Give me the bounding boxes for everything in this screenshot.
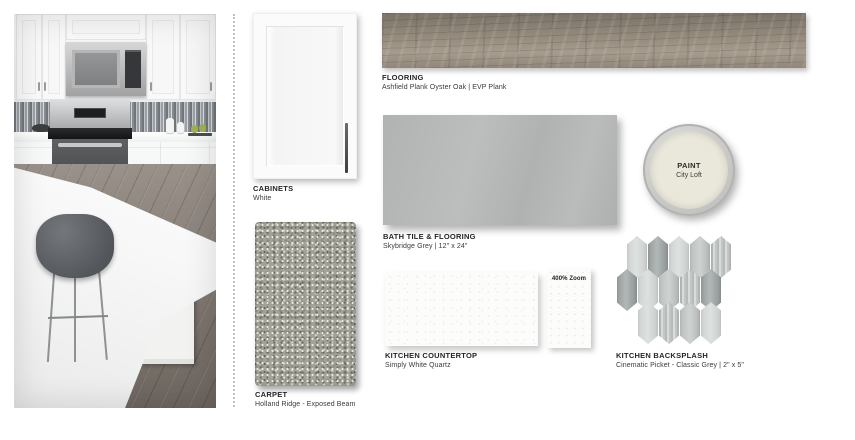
bath-tile-subtitle: Skybridge Grey | 12" x 24"	[383, 243, 468, 251]
decor-vase	[177, 122, 184, 133]
backsplash-picket	[701, 302, 721, 344]
cabinet-handle	[210, 82, 212, 91]
carpet-sample	[255, 222, 356, 386]
backsplash-sample	[617, 236, 732, 346]
paint-can-lid	[643, 124, 735, 216]
barstool-seat	[36, 214, 114, 278]
flooring-sample	[382, 13, 806, 68]
paint-swatch	[650, 131, 728, 209]
cabinet-handle	[150, 82, 152, 91]
carpet-label	[255, 391, 355, 410]
backsplash-picket	[680, 302, 700, 344]
flooring-subtitle: Ashfield Plank Oyster Oak | EVP Plank	[382, 84, 507, 92]
range-display	[74, 108, 106, 118]
cabinet-handle	[44, 82, 46, 91]
countertop-label	[385, 352, 477, 371]
cabinet-handle	[38, 82, 40, 91]
countertop-title: KITCHEN COUNTERTOP	[385, 351, 478, 360]
dotted-divider	[233, 14, 235, 407]
cooktop	[48, 128, 132, 139]
backsplash-label	[616, 352, 744, 371]
paint-title: PAINT	[677, 161, 701, 170]
kitchen-photo	[14, 14, 216, 408]
cabinets-title: CABINETS	[253, 184, 294, 193]
carpet-subtitle: Holland Ridge - Exposed Beam	[255, 401, 356, 409]
flooring-title: FLOORING	[382, 73, 424, 82]
paint-subtitle: City Loft	[676, 172, 702, 179]
cabinets-sample	[253, 13, 357, 179]
backsplash-title: KITCHEN BACKSPLASH	[616, 351, 709, 360]
range-control-panel	[50, 100, 130, 128]
bath-tile-sample	[383, 115, 617, 225]
decor-pear	[199, 124, 206, 132]
stool-leg	[74, 276, 76, 362]
backsplash-subtitle: Cinematic Picket - Classic Grey | 2" x 5"	[616, 362, 744, 370]
cabinets-subtitle: White	[253, 195, 272, 203]
cabinets-label	[253, 185, 293, 204]
cabinet-door	[66, 14, 146, 40]
carpet-title: CARPET	[255, 390, 288, 399]
decor-pear	[191, 125, 198, 133]
oven-handle	[58, 143, 122, 147]
backsplash-picket	[659, 302, 679, 344]
countertop-sample	[385, 272, 538, 346]
cabinet-pull-handle	[345, 123, 348, 173]
cabinet-inner-panel	[266, 26, 344, 166]
bath-tile-title: BATH TILE & FLOORING	[383, 232, 476, 241]
countertop-subtitle: Simply White Quartz	[385, 362, 451, 370]
countertop-zoom-sample	[547, 269, 591, 348]
microwave-panel	[125, 50, 141, 88]
bath-tile-label	[383, 233, 476, 252]
microwave-door	[72, 50, 120, 88]
zoom-chip-label: 400% Zoom	[551, 276, 587, 282]
microwave	[66, 42, 146, 96]
decor-vase	[166, 118, 174, 133]
decor-tray	[188, 133, 212, 136]
backsplash-picket	[617, 269, 637, 311]
flooring-label	[382, 74, 506, 93]
backsplash-picket	[638, 302, 658, 344]
